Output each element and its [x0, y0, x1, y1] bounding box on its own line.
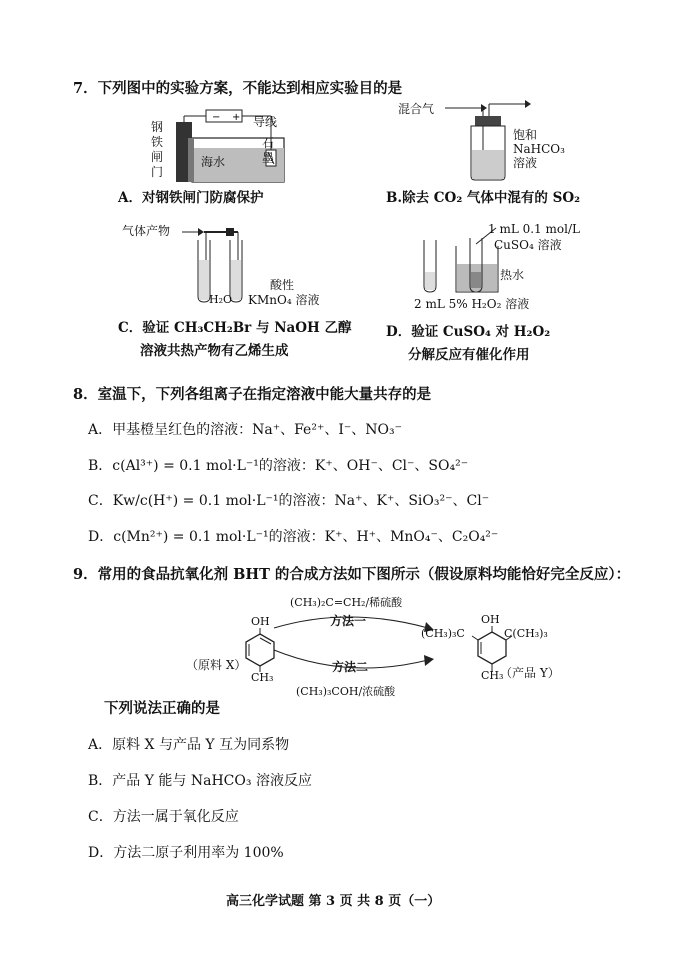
q8-option-c: C．Kw/c(H⁺) = 0.1 mol·L⁻¹的溶液：Na⁺、K⁺、SiO₃²⁻、Cl⁻: [88, 493, 490, 509]
q9-sub-stem: 下列说法正确的是: [104, 700, 220, 717]
caption-c-line2: 溶液共热产物有乙烯生成: [140, 343, 289, 359]
kmno4-label: KMnO₄ 溶液: [248, 293, 320, 307]
seawater-label: 海水: [201, 155, 226, 169]
product-tbu-left: (CH₃)₃C: [421, 627, 465, 640]
svg-text:+: +: [232, 112, 241, 123]
gate-label: 钢 铁 闸 门: [151, 120, 164, 179]
cuso4-label-line2: CuSO₄ 溶液: [494, 238, 562, 252]
caption-d-line2: 分解反应有催化作用: [408, 347, 530, 363]
q8-stem: 8．室温下，下列各组离子在指定溶液中能大量共存的是: [73, 386, 432, 403]
method-one-label: 方法一: [330, 614, 367, 628]
water-label: H₂O: [209, 293, 233, 306]
raw-material-x-label: （原料 X）: [186, 658, 247, 672]
caption-d-line1: D．验证 CuSO₄ 对 H₂O₂: [386, 324, 551, 340]
caption-b: B.除去 CO₂ 气体中混有的 SO₂: [386, 190, 581, 206]
q8-option-d: D．c(Mn²⁺) = 0.1 mol·L⁻¹的溶液：K⁺、H⁺、MnO₄⁻、C₂O₄²⁻: [88, 529, 499, 545]
cuso4-label-line1: 1 mL 0.1 mol/L: [488, 222, 580, 236]
reactant-oh-label: OH: [251, 615, 270, 628]
svg-text:−: −: [212, 112, 221, 123]
caption-a: A．对钢铁闸门防腐保护: [118, 190, 264, 206]
q9-option-b: B．产品 Y 能与 NaHCO₃ 溶液反应: [88, 773, 312, 789]
q9-option-d: D．方法二原子利用率为 100%: [88, 845, 284, 861]
q9-stem: 9．常用的食品抗氧化剂 BHT 的合成方法如下图所示（假设原料均能恰好完全反应）：: [73, 566, 631, 583]
hot-water-label: 热水: [500, 268, 525, 282]
product-ch3-label: CH₃: [481, 669, 504, 682]
reactant-ch3-label: CH₃: [251, 671, 274, 684]
q8-option-a: A．甲基橙呈红色的溶液：Na⁺、Fe²⁺、I⁻、NO₃⁻: [88, 422, 402, 438]
reaction-arrows: [268, 610, 468, 680]
caption-c-line1: C．验证 CH₃CH₂Br 与 NaOH 乙醇: [118, 320, 352, 336]
nahco3-label: 饱和 NaHCO₃ 溶液: [513, 128, 565, 170]
reagent-bottom: (CH₃)₃COH/浓硫酸: [296, 685, 396, 698]
acidic-label: 酸性: [270, 278, 295, 292]
seawater-cell-diagram: [168, 114, 308, 184]
h2o2-label: 2 mL 5% H₂O₂ 溶液: [414, 297, 530, 311]
q9-option-a: A．原料 X 与产品 Y 互为同系物: [88, 737, 290, 753]
product-tbu-right: C(CH₃)₃: [504, 627, 548, 640]
product-oh-label: OH: [481, 613, 500, 626]
graphite-label: 石 墨: [262, 136, 275, 165]
reagent-top: (CH₃)₂C=CH₂/稀硫酸: [290, 596, 403, 609]
q7-stem: 7．下列图中的实验方案，不能达到相应实验目的是: [73, 80, 403, 97]
product-y-label: （产品 Y）: [500, 666, 560, 680]
wire-label: 导线: [253, 115, 278, 129]
q8-option-b: B．c(Al³⁺) = 0.1 mol·L⁻¹的溶液：K⁺、OH⁻、Cl⁻、SO₄²⁻: [88, 458, 469, 474]
method-two-label: 方法二: [332, 660, 369, 674]
gas-in-label: 混合气: [398, 102, 435, 116]
q9-option-c: C．方法一属于氧化反应: [88, 809, 239, 825]
gas-product-label: 气体产物: [122, 224, 171, 238]
page-footer: 高三化学试题 第 3 页 共 8 页（一）: [226, 894, 441, 909]
